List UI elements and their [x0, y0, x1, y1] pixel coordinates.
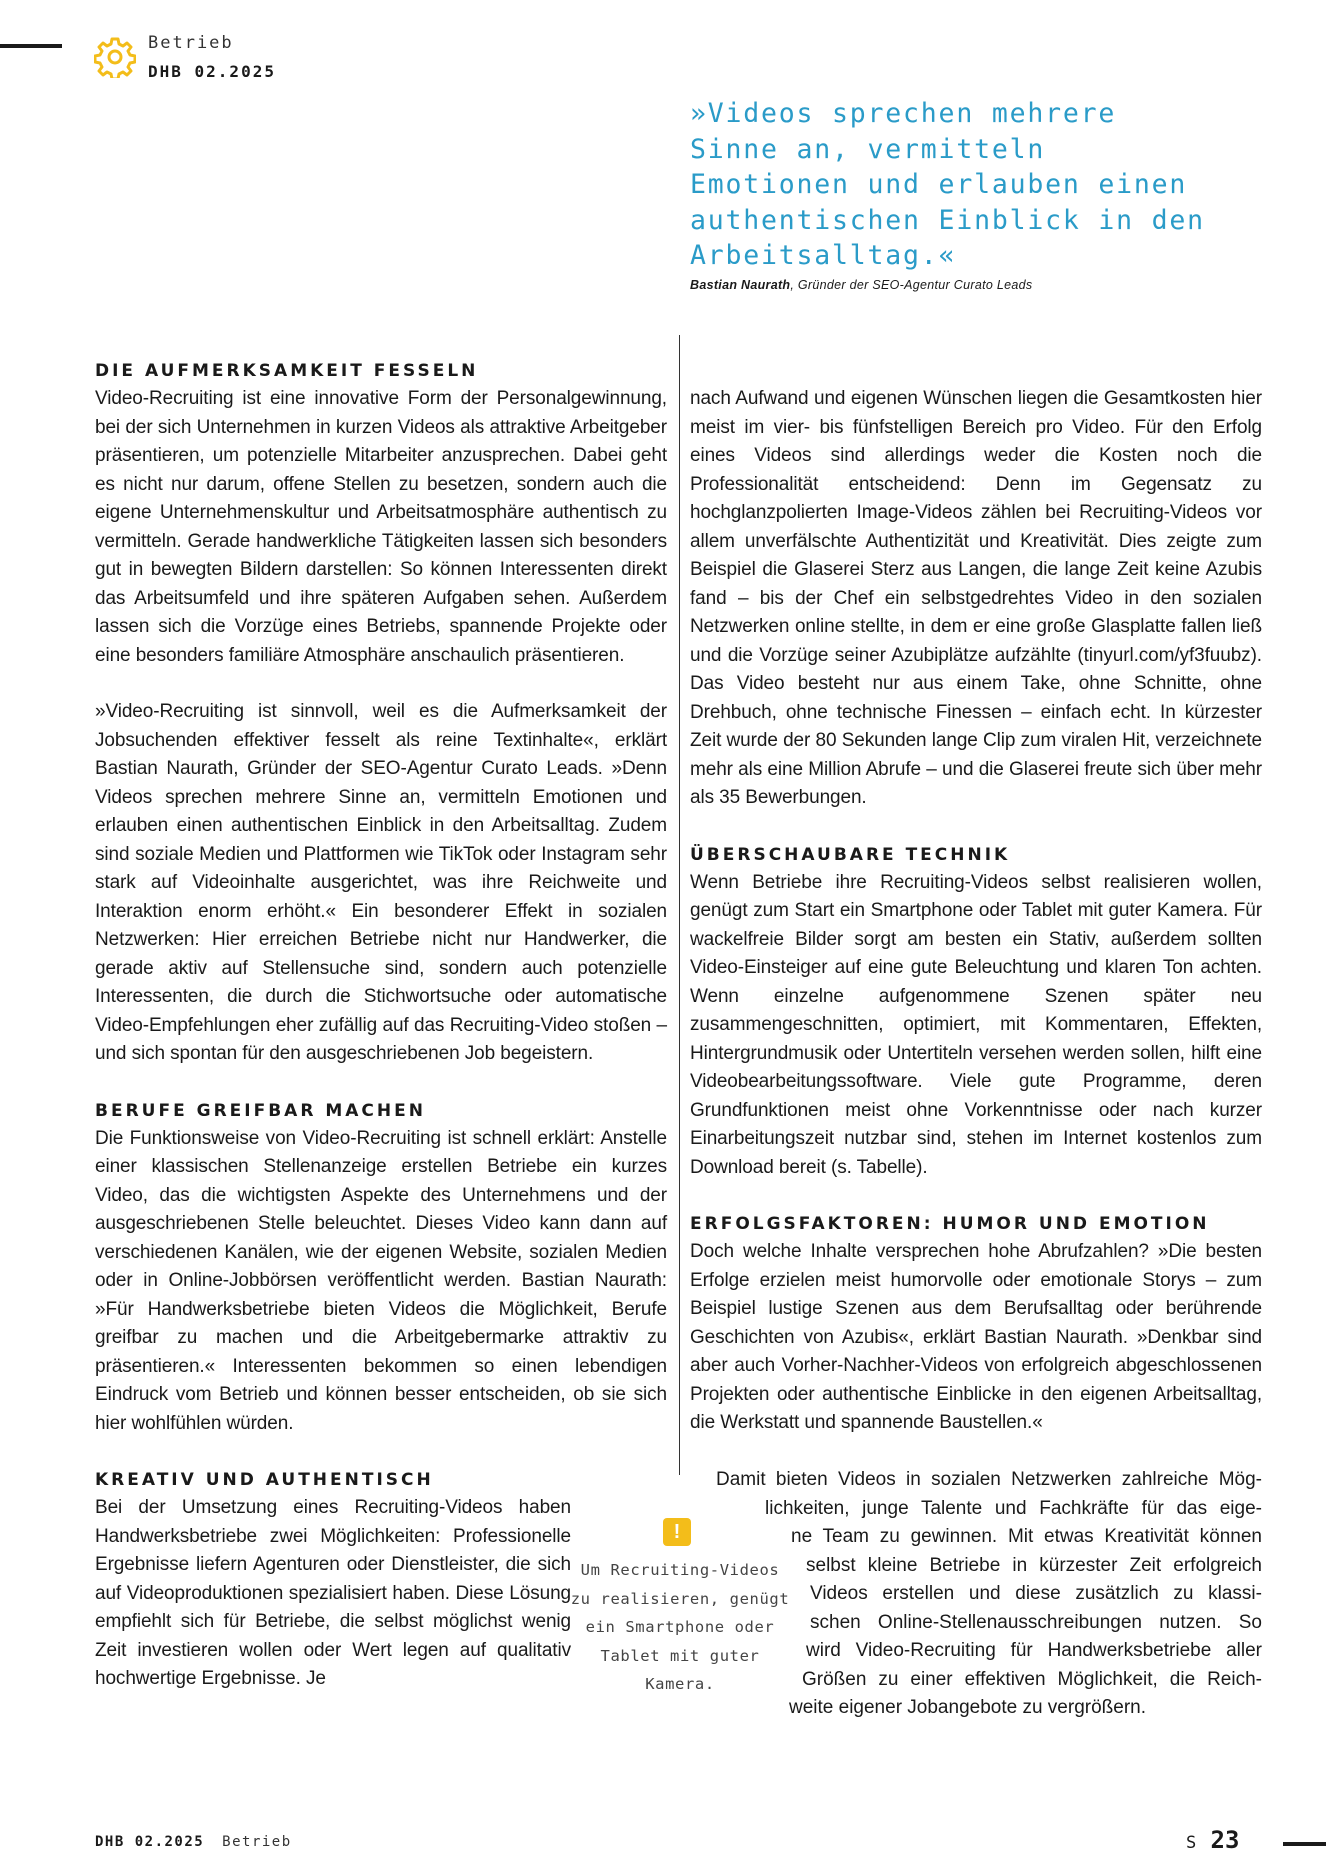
footer-rule	[1283, 1842, 1326, 1846]
line: ne Team zu gewinnen. Mit etwas Kreativität können	[791, 1526, 1262, 1547]
line: Videos erstellen und diese zusätzlich zu klassi-	[810, 1583, 1262, 1604]
page-number-value: 23	[1210, 1826, 1240, 1854]
quote-author: Bastian Naurath	[690, 278, 791, 292]
paragraph: Wenn Betriebe ihre Recruiting-Videos selbst realisieren wollen, genügt zum Start ein Smartphone oder Tablet mit guter Kamera. Für wackelfreie Bilder sorgt am besten ein Stativ, außerdem sollten Video-Einsteiger auf eine gute Beleuchtung und klaren Ton achten. Wenn einzelne aufgenommene Szenen später neu zusammengeschnitten, optimiert, mit Kommentaren, Effekten, Hintergrundmusik oder Untertiteln versehen werden sollen, hilft eine Videobearbeitungssoftware. Viele gute Programme, deren Grundfunktionen meist ohne Vorkenntnisse oder nach kurzer Einarbeitungszeit nutzbar sind, stehen im Internet kostenlos zum Download bereit (s. Tabelle).	[690, 871, 1262, 1178]
section-aufmerksamkeit	[95, 357, 667, 1069]
section-heading: ÜBERSCHAUBARE TECHNIK	[690, 844, 1011, 865]
gear-icon	[94, 36, 136, 78]
section-heading: BERUFE GREIFBAR MACHEN	[95, 1100, 426, 1121]
line: Größen zu einer effektiven Möglichkeit, die Reich-	[802, 1668, 1262, 1690]
warning-icon: !	[663, 1518, 691, 1546]
paragraph: »Video-Recruiting ist sinnvoll, weil es die Aufmerksamkeit der Jobsuchenden effektiver fesselt als reine Textinhalte«, erklärt Bastian Naurath, Gründer der SEO-Agentur Curato Leads. »Denn Videos sprechen mehrere Sinne an, vermitteln Emotionen und erlauben einen authentischen Einblick in den Arbeitsalltag. Zudem sind soziale Medien und Plattformen wie TikTok oder Instagram sehr stark auf Videoinhalte ausgerichtet, was ihre Reichweite und Interaktion enorm erhöht.« Ein besonderer Effekt in sozialen Netzwerken: Hier erreichen Betriebe nicht nur Handwerker, die gerade aktiv auf Stellensuche sind, sondern auch potenzielle Interessenten, die durch die Stichwortsuche oder automatische Video-Empfehlungen eher zufällig auf das Recruiting-Video stoßen – und sich spontan für den ausgeschriebenen Job begeistern.	[95, 701, 667, 1064]
column-divider	[679, 335, 680, 1475]
page-prefix: S	[1186, 1833, 1197, 1853]
line: weite eigener Jobangebote zu vergrößern.	[789, 1697, 1147, 1718]
right-column	[690, 385, 1262, 1466]
paragraph: nach Aufwand und eigenen Wünschen liegen die Gesamtkosten hier meist im vier- bis fünfstelligen Bereich pro Video. Für den Erfolg eines Videos sind allerdings weder die Kosten noch die Professionalität entscheidend: Denn im Gegensatz zu hochglanzpolierten Image-Videos zählen bei Recruiting-Videos vor allem unverfälschte Authentizität und Kreativität. Dies zeigte zum Beispiel die Glaserei Sterz aus Langen, die lange Zeit keine Azubis fand – bis der Chef ein selbstgedrehtes Video in den sozialen Netzwerken online stellte, in dem er eine große Glasplatte fallen ließ und die Vorzüge seiner Azubiplätze aufzählte (tinyurl.com/yf3fuubz). Das Video besteht nur aus einem Take, ohne Schnitte, ohne Drehbuch, ohne technische Finessen – einfach echt. In kürzester Zeit wurde der 80 Sekunden lange Clip zum viralen Hit, verzeichnete mehr als eine Million Abrufe – und die Glaserei freute sich über mehr als 35 Bewerbungen.	[690, 388, 1262, 808]
section-heading: ERFOLGSFAKTOREN: HUMOR UND EMOTION	[690, 1214, 1210, 1234]
paragraph: Die Funktionsweise von Video-Recruiting ist schnell erklärt: Anstelle einer klassischen Stellenanzeige erstellen Betriebe ein kurzes Video, das die wichtigsten Aspekte des Unternehmens und der ausgeschriebenen Stelle beleuchtet. Dieses Video kann dann auf verschiedenen Kanälen, wie der eigenen Website, sozialen Medien oder in Online-Jobbörsen veröffentlicht werden. Bastian Naurath: »Für Handwerksbetriebe bieten Videos die Möglichkeit, Berufe greifbar zu machen und die Arbeitgebermarke attraktiv zu präsentieren.« Interessenten bekommen so einen lebendigen Eindruck vom Betrieb und können besser entscheiden, ob sie sich hier wohlfühlen würden.	[95, 1127, 667, 1434]
header-rule	[0, 44, 62, 48]
section-berufe	[95, 1097, 667, 1439]
section-heading: KREATIV UND AUTHENTISCH	[95, 1470, 434, 1490]
image-caption: Um Recruiting-Videos zu realisieren, genügt ein Smartphone oder Tablet mit guter Kamera.	[570, 1561, 790, 1693]
footer-section: Betrieb	[222, 1834, 292, 1850]
header-issue: DHB 02.2025	[148, 62, 276, 81]
paragraph: Video-Recruiting ist eine innovative Form der Personalgewinnung, bei der sich Unternehmen in kurzen Videos als attraktive Arbeitgeber präsentieren, um potenzielle Mitarbeiter anzusprechen. Dabei geht es nicht nur darum, offene Stellen zu besetzen, sondern auch die eigene Unternehmenskultur und Arbeitsatmosphäre authentisch zu vermitteln. Gerade handwerkliche Tätigkeiten lassen sich besonders gut in bewegten Bildern darstellen: So können Interessenten direkt das Arbeitsumfeld und ihre späteren Aufgaben sehen. Außerdem lassen sich die Vorzüge eines Betriebs, spannende Projekte oder eine besonders familiäre Atmosphäre anschaulich präsentieren.	[95, 388, 667, 666]
quote-author-role: , Gründer der SEO-Agentur Curato Leads	[790, 278, 1033, 292]
section-erfolgsfaktoren	[690, 1210, 1262, 1438]
section-heading: DIE AUFMERKSAMKEIT FESSELN	[95, 361, 479, 381]
footer-left	[95, 1834, 292, 1850]
page-number	[1186, 1826, 1239, 1854]
section-technik	[690, 841, 1262, 1183]
line: Damit bieten Videos in sozialen Netzwerken zahlreiche Mög-	[716, 1469, 1262, 1490]
line: selbst kleine Betriebe in kürzester Zeit erfolgreich	[806, 1554, 1262, 1576]
line: schen Online-Stellenausschreibungen nutzen. So	[810, 1611, 1262, 1633]
line: wird Video-Recruiting für Handwerksbetriebe aller	[806, 1640, 1262, 1661]
left-column	[95, 357, 667, 1722]
footer-issue: DHB 02.2025	[95, 1834, 205, 1850]
section-kreativ	[95, 1466, 571, 1694]
pull-quote: »Videos sprechen mehrere Sinne an, vermitteln Emotionen und erlauben einen authentischen Einblick in den Arbeitsalltag.«	[690, 98, 1205, 271]
paragraph: Bei der Umsetzung eines Recruiting-Videos haben Handwerksbetriebe zwei Möglichkeiten: Professionelle Ergebnisse liefern Agenturen oder Dienstleister, die sich auf Videoproduktionen spezialisiert haben. Diese Lösung empfiehlt sich für Betriebe, die selbst möglichst wenig Zeit investieren wollen oder Wert legen auf qualitativ hochwertige Ergebnisse. Je	[95, 1497, 571, 1689]
header-section: Betrieb	[148, 33, 234, 53]
quote-attribution	[690, 278, 1032, 292]
paragraph: Doch welche Inhalte versprechen hohe Abrufzahlen? »Die besten Erfolge erzielen meist humorvolle oder emotionale Storys – zum Beispiel lustige Szenen aus dem Berufsalltag oder berührende Geschichten von Azubis«, erklärt Bastian Naurath. »Denkbar sind aber auch Vorher-Nachher-Videos von erfolgreich abgeschlossenen Projekten oder authentische Einblicke in den eigenen Arbeitsalltag, die Werkstatt und spannende Baustellen.«	[690, 1241, 1262, 1433]
line: lichkeiten, junge Talente und Fachkräfte für das eige-	[765, 1497, 1262, 1519]
